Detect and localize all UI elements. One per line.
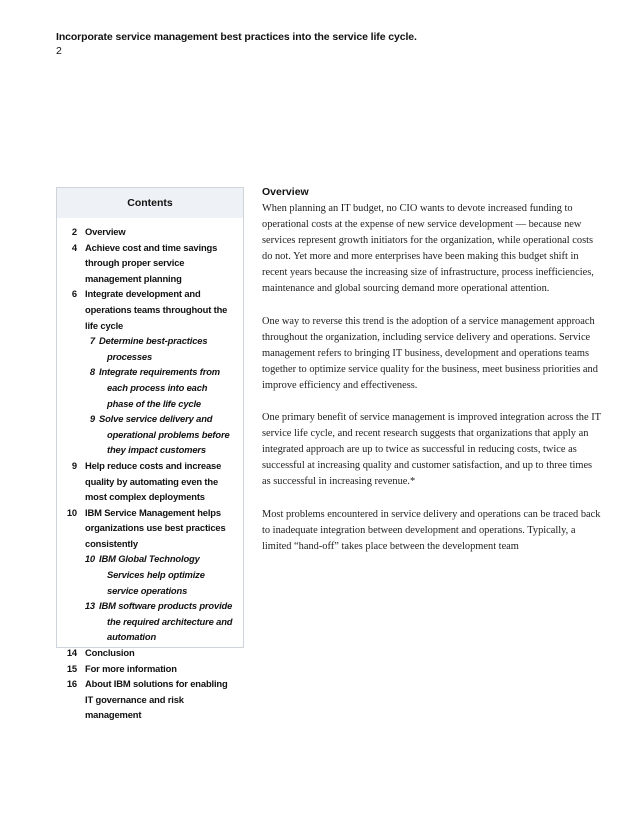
toc-entry-label: Determine best-practices processes [99,335,208,362]
contents-heading: Contents [57,188,243,218]
page-header [56,31,417,58]
toc-entry-label: Overview [85,226,126,237]
toc-entry-label: For more information [85,662,177,674]
toc-subentry[interactable] [57,598,243,645]
toc-page-number: 10 [66,506,77,518]
toc-entry-label: Achieve cost and time savings through proper service management planning [85,241,218,284]
toc-page-number: 9 [71,459,77,471]
toc-page-number: 7 [89,335,95,347]
body-paragraph: One way to reverse this trend is the adoption of a service management approach throughout the organization, including service delivery and operations. Service management refers to bringing IT business, development and operations teams together to optimize service quality for the business, meet business priorities and improve efficiency and effectiveness. [262,315,598,391]
toc-subentry[interactable] [57,333,243,364]
toc-page-number: 4 [71,241,77,253]
toc-entry-label: About IBM solutions for enabling IT governance and risk management [85,678,228,721]
toc-entry[interactable] [57,505,243,552]
toc-entry-label: Integrate development and operations teams throughout the life cycle [85,288,228,331]
toc-entry[interactable] [57,224,243,240]
toc-entry[interactable] [57,286,243,333]
toc-page-number: 15 [66,662,77,674]
toc-entry[interactable] [57,661,243,677]
toc-page-number: 14 [66,647,77,659]
page-number: 2 [56,45,62,57]
toc-entry-label: IBM Global Technology Services help optimize service operations [99,553,205,596]
toc-page-number: 13 [84,600,95,612]
toc-entry[interactable] [57,676,243,723]
body-paragraph: One primary benefit of service management is improved integration across the IT service life cycle, and recent research suggests that organizations that apply an integrated approach are up to twice as successful in reducing costs, twice as successful at increasing quality and customer satisfaction, and up to three times as successful in increasing revenue.* [262,412,601,488]
toc-subentry[interactable] [57,551,243,598]
toc-subentry[interactable] [57,364,243,411]
toc-entry[interactable] [57,240,243,287]
toc-entry-label: Integrate requirements from each process into each phase of the life cycle [99,366,220,409]
toc-entry-label: Help reduce costs and increase quality by automating even the most complex deployments [85,459,222,503]
toc-page-number: 9 [89,413,95,425]
document-title: Incorporate service management best practices into the service life cycle. [56,31,417,43]
toc-entry-label: Conclusion [85,647,135,659]
toc-page-number: 10 [84,553,95,565]
main-content [262,186,602,571]
toc-subentry[interactable] [57,411,243,458]
contents-list [57,218,243,723]
toc-entry-label: IBM Service Management helps organizations use best practices consistently [85,506,226,549]
toc-page-number: 8 [89,366,95,378]
toc-entry-label: IBM software products provide the required architecture and automation [99,600,233,643]
toc-entry[interactable] [57,458,243,505]
toc-page-number: 2 [71,226,77,237]
contents-box [56,187,244,721]
toc-entry[interactable] [57,645,243,661]
toc-entry-label: Solve service delivery and operational problems before they impact customers [99,413,230,456]
body-paragraph: When planning an IT budget, no CIO wants to devote increased funding to operational costs at the expense of new service development — because new services represent growth initiators for the organization, while operational costs do not. Yet more and more enterprises have been making this budget shift in recent years because the increasing size of infrastructure, process inefficiencies, maintenance and global sourcing demand more operational attention. [262,203,594,295]
toc-page-number: 6 [71,288,77,300]
section-heading: Overview [262,186,309,198]
body-paragraph: Most problems encountered in service delivery and operations can be traced back to inadequate integration between development and operations. Typically, a limited “hand-off” takes place between the development team [262,508,601,552]
toc-page-number: 16 [66,678,77,690]
